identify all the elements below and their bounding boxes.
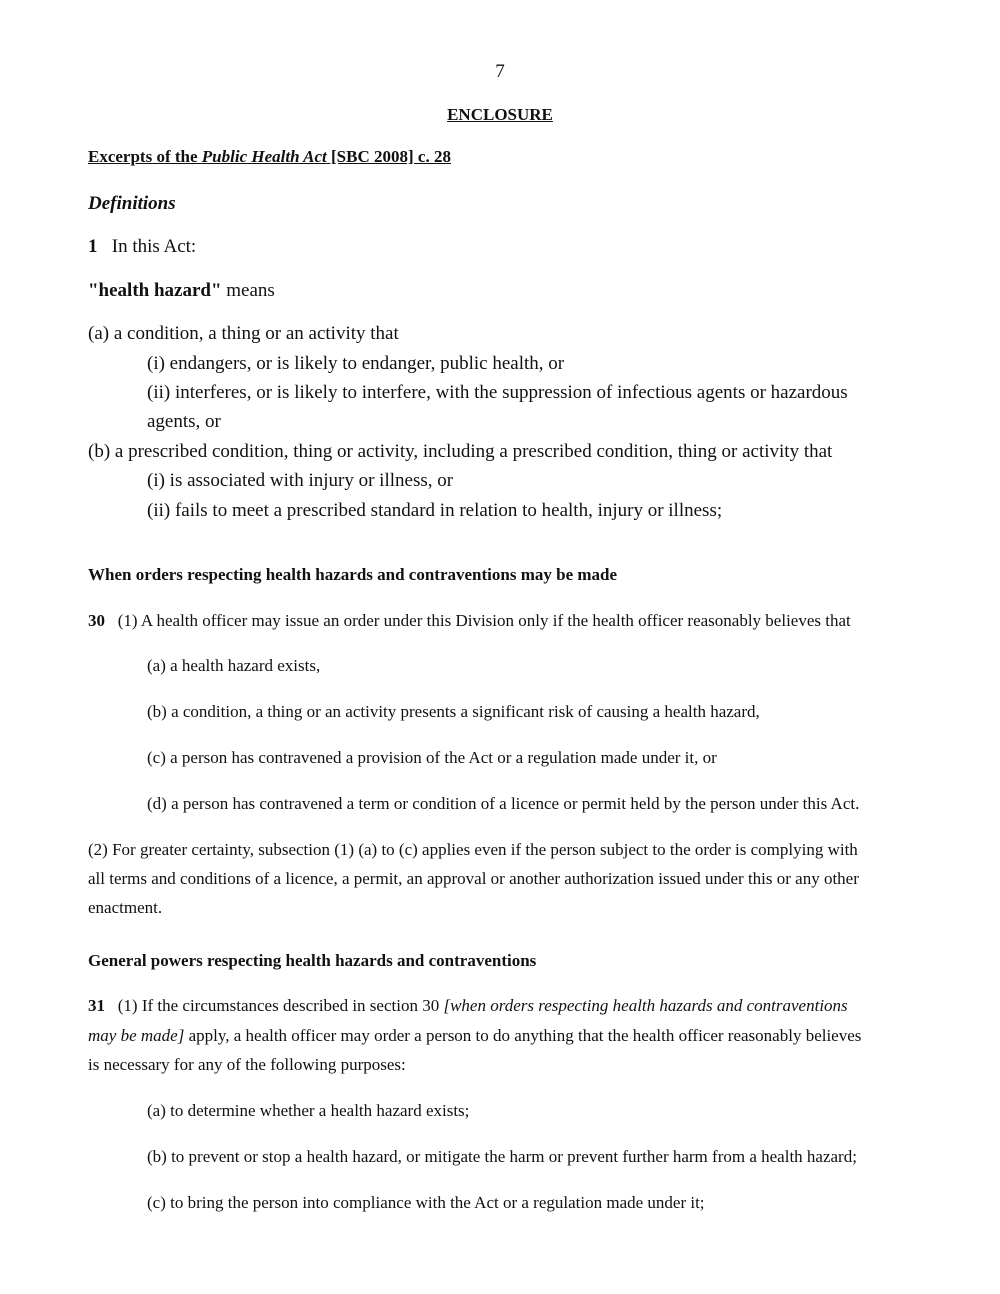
section30-intro-line	[88, 612, 851, 629]
section-number: 1	[88, 236, 98, 257]
definition-term: "health hazard"	[88, 280, 222, 301]
section31-intro-italic1: [when orders respecting health hazards and contraventions	[443, 996, 848, 1015]
section30-number: 30	[88, 611, 105, 630]
section30-clause-a: (a) a health hazard exists,	[147, 656, 321, 675]
section30-heading: When orders respecting health hazards and contraventions may be made	[88, 565, 618, 584]
section31-clause-b: (b) to prevent or stop a health hazard, or mitigate the harm or prevent further harm from a health hazard;	[147, 1147, 857, 1166]
page-number: 7	[495, 61, 505, 82]
definition-clause-b: (b) a prescribed condition, thing or activity, including a prescribed condition, thing or activity that	[88, 441, 833, 462]
excerpt-prefix: Excerpts of the	[88, 147, 202, 166]
definition-clause-a: (a) a condition, a thing or an activity that	[88, 323, 399, 344]
section31-intro-line1	[88, 997, 848, 1014]
section31-number: 31	[88, 996, 105, 1015]
section30-clause-c: (c) a person has contravened a provision of the Act or a regulation made under it, or	[147, 748, 717, 767]
section31-clause-c: (c) to bring the person into compliance with the Act or a regulation made under it;	[147, 1193, 705, 1212]
definition-clause-b-i: (i) is associated with injury or illness, or	[147, 470, 454, 491]
section31-intro-part1: (1) If the circumstances described in section 30	[117, 996, 444, 1015]
definition-clause-a-ii-line1: (ii) interferes, or is likely to interfere, with the suppression of infectious agents or hazardous	[147, 382, 848, 403]
section30-clause-b: (b) a condition, a thing or an activity presents a significant risk of causing a health hazard,	[147, 702, 760, 721]
section30-intro: (1) A health officer may issue an order under this Division only if the health officer reasonably believes that	[117, 611, 851, 630]
section31-heading: General powers respecting health hazards and contraventions	[88, 951, 537, 970]
section31-intro-italic2: may be made]	[88, 1026, 185, 1045]
section30-clause-d: (d) a person has contravened a term or condition of a licence or permit held by the person under this Act.	[147, 794, 860, 813]
excerpt-heading	[88, 148, 451, 165]
act-name: Public Health Act	[201, 147, 327, 166]
section31-intro-part2: apply, a health officer may order a person to do anything that the health officer reasonably believes	[184, 1026, 862, 1045]
section31-intro-line2	[88, 1027, 861, 1044]
section31-intro-line3: is necessary for any of the following purposes:	[88, 1055, 406, 1074]
section30-sub2-line2: all terms and conditions of a licence, a permit, an approval or another authorization issued under this or any other	[88, 869, 859, 888]
definition-term-suffix: means	[221, 280, 275, 301]
definition-clause-a-i: (i) endangers, or is likely to endanger, public health, or	[147, 353, 565, 374]
definition-clause-b-ii: (ii) fails to meet a prescribed standard in relation to health, injury or illness;	[147, 500, 723, 521]
definitions-heading: Definitions	[88, 193, 176, 214]
section31-clause-a: (a) to determine whether a health hazard exists;	[147, 1101, 470, 1120]
enclosure-title: ENCLOSURE	[447, 105, 553, 124]
definition-term-line	[88, 281, 275, 300]
section30-sub2-line3: enactment.	[88, 898, 163, 917]
definitions-section-line	[88, 237, 196, 256]
section30-sub2-line1: (2) For greater certainty, subsection (1) (a) to (c) applies even if the person subject to the order is complying with	[88, 840, 858, 859]
definitions-intro: In this Act:	[111, 236, 197, 257]
excerpt-suffix: [SBC 2008] c. 28	[326, 147, 451, 166]
definition-clause-a-ii-line2: agents, or	[147, 411, 221, 432]
